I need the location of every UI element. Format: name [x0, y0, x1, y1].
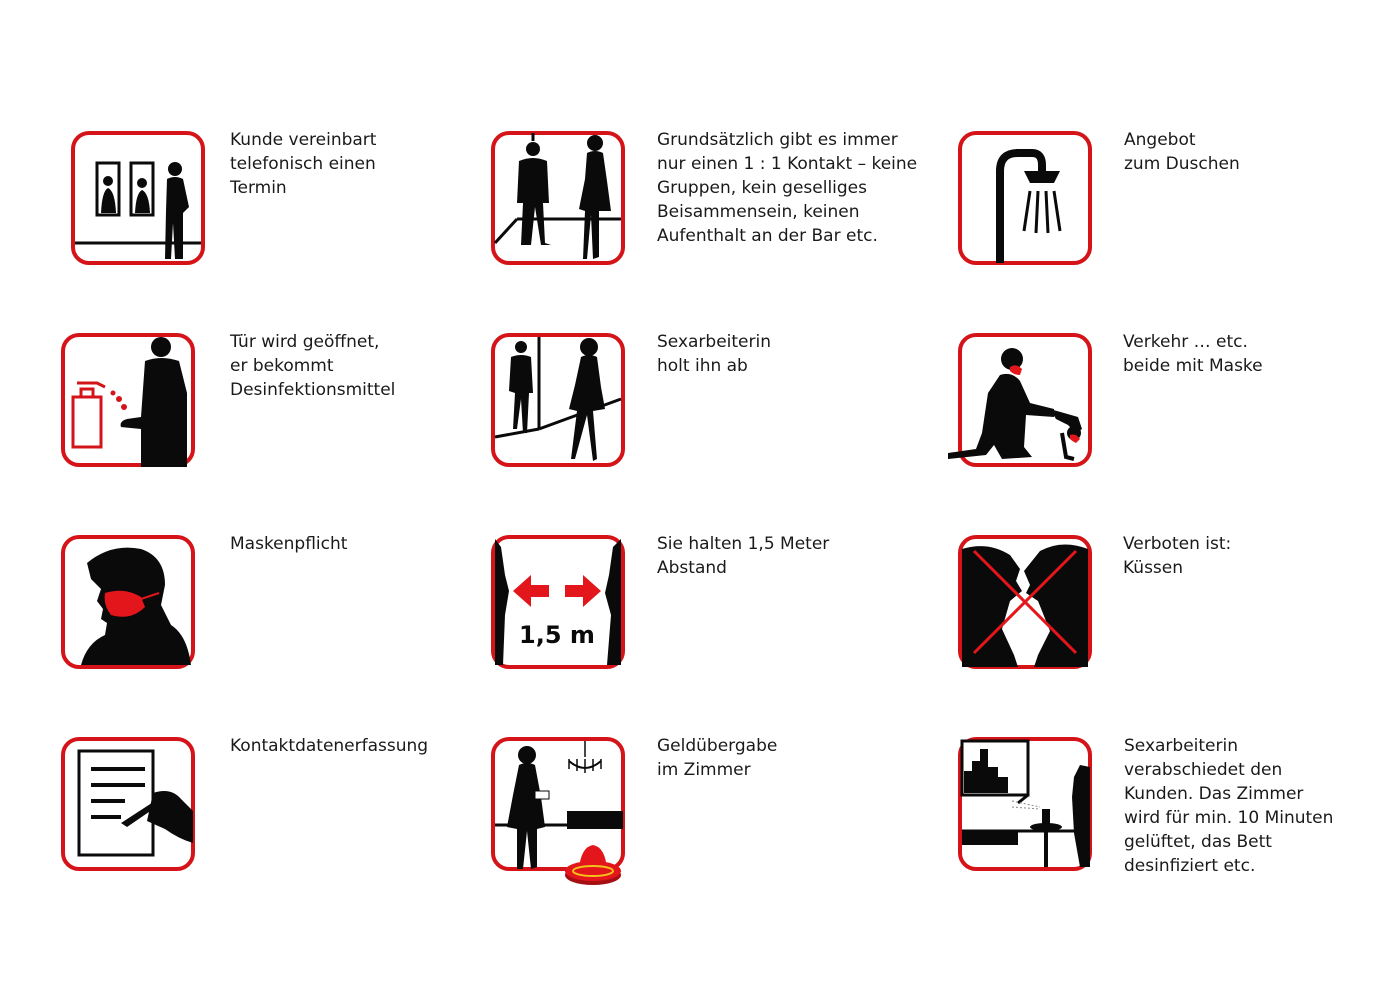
sex-worker-pickup-icon	[491, 333, 625, 467]
step-caption: Angebot zum Duschen	[1124, 130, 1240, 174]
one-to-one-contact-icon	[491, 131, 625, 265]
step-caption: Sexarbeiterin verabschiedet den Kunden. Das Zimmer wird für min. 10 Minuten gelüftet, das Bett desinfiziert etc.	[1124, 736, 1334, 876]
disinfectant-dispenser-icon	[61, 333, 195, 467]
money-handover-icon	[491, 737, 625, 871]
step-caption: Kontaktdatenerfassung	[230, 736, 429, 756]
telephone-appointment-icon	[71, 131, 205, 265]
shower-icon	[958, 131, 1092, 265]
step-caption: Sexarbeiterin holt ihn ab	[657, 332, 772, 376]
step-caption: Grundsätzlich gibt es immer nur einen 1 : 1 Kontakt – keine Gruppen, kein geselliges Beisammensein, keinen Aufenthalt an der Bar etc.	[657, 130, 918, 246]
step-caption: Geldübergabe im Zimmer	[657, 736, 778, 780]
contact-form-icon	[61, 737, 195, 871]
room-ventilation-icon	[958, 737, 1092, 871]
step-caption: Verboten ist: Küssen	[1123, 534, 1232, 578]
face-mask-icon	[61, 535, 195, 669]
step-caption: Tür wird geöffnet, er bekommt Desinfektionsmittel	[230, 332, 396, 400]
step-caption: Sie halten 1,5 Meter Abstand	[657, 534, 830, 578]
step-caption: Kunde vereinbart telefonisch einen Termin	[230, 130, 377, 198]
no-kissing-icon	[958, 535, 1092, 669]
masked-intercourse-icon	[958, 333, 1092, 467]
step-caption: Maskenpflicht	[230, 534, 348, 554]
distance-icon	[491, 535, 625, 669]
step-caption: Verkehr … etc. beide mit Maske	[1123, 332, 1263, 376]
distance-label: 1,5 m	[519, 621, 595, 649]
